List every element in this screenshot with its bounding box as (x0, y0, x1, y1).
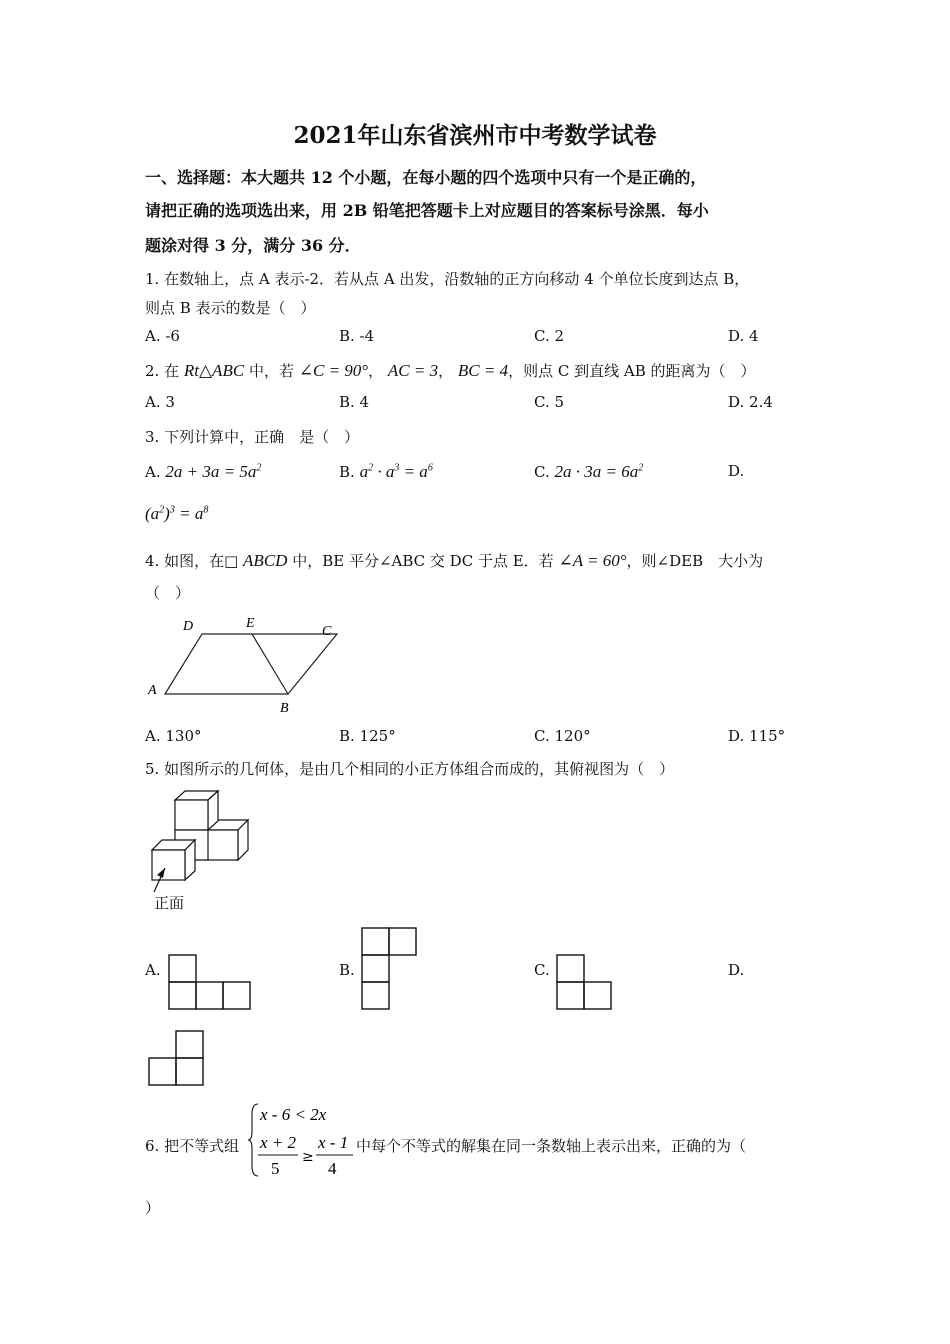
page-title: 2021年山东省滨州市中考数学试卷 (293, 122, 657, 149)
parallelogram-abcd (165, 634, 337, 694)
q4-stem-line2: （ ） (145, 584, 191, 602)
q2-mid: 中，若 (248, 362, 294, 380)
q1-option-b: B. -4 (339, 327, 375, 345)
cube-right-front (205, 830, 238, 860)
q6-line2: ） (145, 1199, 161, 1217)
q2-bc: BC = 4 (457, 361, 509, 380)
q2-prefix: 2. 在 (145, 362, 180, 380)
section-heading-line1: 一、选择题：本大题共 12 个小题，在每小题的四个选项中只有一个是正确的， (145, 168, 707, 187)
q6-inequality-system (248, 1100, 358, 1180)
q3-label-b: B. (339, 463, 355, 481)
label-d: D (183, 619, 194, 634)
q2-angle: ∠C = 90° (298, 361, 369, 380)
q3-expr-b: $a^2 \cdot a^3 = a^6$ (359, 462, 433, 481)
q4-abcd: ABCD (243, 551, 288, 570)
q6-suffix: 中每个不等式的解集在同一条数轴上表示出来，正确的为（ (356, 1137, 747, 1155)
left-brace (248, 1104, 258, 1176)
q3-option-d-label: D. (728, 462, 745, 480)
q1-stem-line1: 1. 在数轴上，点 A 表示-2．若从点 A 出发，沿数轴的正方向移动 4 个单位长度到达点 B， (145, 270, 750, 288)
q3-label-c: C. (534, 463, 550, 481)
segment-be (252, 634, 288, 694)
q4-option-d: D. 115° (728, 727, 786, 745)
q6-prefix: 6. 把不等式组 (145, 1137, 240, 1155)
q5-option-b-label: B. (339, 961, 355, 979)
q2-triangle: Rt△ABC (183, 361, 245, 380)
q4-angle: ∠A = 60° (558, 551, 627, 570)
q4-option-b: B. 125° (339, 727, 396, 745)
q5-stem: 5. 如图所示的几何体，是由几个相同的小正方体组合而成的，其俯视图为（ ） (145, 760, 675, 778)
q4-stem (145, 550, 763, 571)
q2-option-c: C. 5 (534, 393, 565, 411)
q2-stem: 2. 在 Rt△ABC 中，若 ∠C = 90°， AC = 3， BC = 4，则点 C 到直线 AB 的距离为（ ） (145, 361, 756, 380)
q2-option-a: A. 3 (145, 393, 175, 411)
q3-expr-a: $2a + 3a = 5a^2$ (165, 462, 262, 481)
q2-ac: AC = 3 (387, 361, 439, 380)
q4-prefix: 4. 如图，在□ (145, 552, 239, 570)
q3-option-a (145, 462, 261, 482)
q1-stem-line2: 则点 B 表示的数是（ ） (145, 299, 316, 317)
q5-option-c-figure (556, 954, 614, 1011)
cube-top-front (175, 800, 208, 830)
q2-suffix: ，则点 C 到直线 AB 的距离为（ ） (508, 362, 756, 380)
q1-option-a: A. -6 (145, 327, 180, 345)
section-heading-line2: 请把正确的选项选出来，用 2B 铅笔把答题卡上对应题目的答案标号涂黑．每小 (145, 201, 709, 220)
q5-option-a-label: A. (145, 961, 161, 979)
label-c: C (322, 624, 332, 639)
frac-left-num: x + 2 (260, 1133, 297, 1152)
frac-right-num: x - 1 (318, 1133, 349, 1152)
section-heading-line3: 题涂对得 3 分，满分 36 分． (145, 236, 361, 255)
q2-option-b: B. 4 (339, 393, 370, 411)
cube-front-front (152, 850, 185, 880)
geq-sign: ≥ (302, 1149, 314, 1165)
q5-option-d-label: D. (728, 961, 745, 979)
q5-front-label: 正面 (154, 894, 185, 912)
frac-left-den: 5 (271, 1159, 280, 1178)
q2-option-d: D. 2.4 (728, 393, 773, 411)
q4-mid: 中，BE 平分∠ABC 交 DC 于点 E．若 (292, 552, 554, 570)
q4-parallelogram-figure (145, 612, 345, 716)
q5-option-c-label: C. (534, 961, 550, 979)
inequality-1: x - 6 < 2x (260, 1105, 327, 1124)
label-e: E (246, 616, 255, 631)
q1-option-c: C. 2 (534, 327, 565, 345)
q3-stem: 3. 下列计算中，正确 是（ ） (145, 428, 360, 446)
q3-expr-c: $2a \cdot 3a = 6a^2$ (554, 462, 644, 481)
frac-right-den: 4 (328, 1159, 337, 1178)
q4-option-a: A. 130° (145, 727, 202, 745)
label-b: B (280, 701, 289, 716)
q3-option-b (339, 462, 433, 482)
q4-option-c: C. 120° (534, 727, 591, 745)
q5-option-d-figure (148, 1030, 206, 1087)
q4-suffix: ，则∠DEB 大小为 (626, 552, 764, 570)
q3-option-c (534, 462, 643, 482)
q5-option-b-figure (361, 927, 419, 1011)
q1-option-d: D. 4 (728, 327, 759, 345)
q5-option-a-figure (168, 954, 253, 1011)
q3-label-a: A. (145, 463, 161, 481)
q3-option-d (145, 504, 208, 524)
q3-expr-d: $(a^2)^3 = a^8$ (145, 504, 209, 523)
label-a: A (148, 683, 157, 698)
